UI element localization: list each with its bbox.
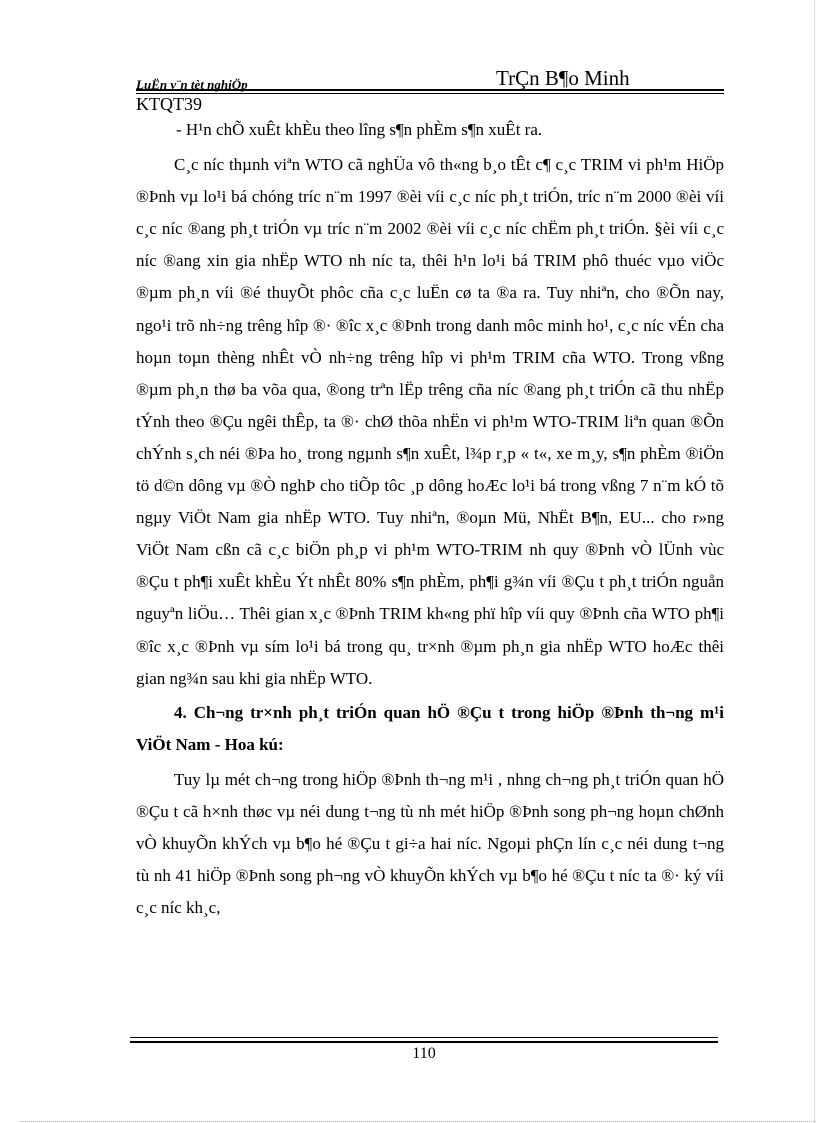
page-number: 110 <box>412 1045 436 1062</box>
paragraph-trim-obligations: C¸c níc thµnh viªn WTO cã nghÜa vô th«ng b¸o tÊt c¶ c¸c TRIM vi ph¹m HiÖp ®Þnh vµ lo¹i bá chóng tríc n¨m 1997 ®èi víi c¸c níc ph¸t triÓn, tríc n¨m 2000 ®èi víi c¸c níc ®ang ph¸t triÓn vµ tríc n¨m 2002 ®èi víi c¸c níc chËm ph¸t triÓn. §èi víi c¸c níc ®ang xin gia nhËp WTO nh níc ta, thêi h¹n lo¹i bá TRIM phô thuéc vµo viÖc ®µm ph¸n víi ®é thuyÕt phôc cña c¸c luËn cø ta ®a ra. Tuy nhiªn, cho ®Õn nay, ngo¹i trõ nh÷ng trêng hîp ®· ®îc x¸c ®Þnh trong danh môc minh ho¹, c¸c níc vÉn cha hoµn toµn thèng nhÊt vÒ nh÷ng trêng hîp vi ph¹m TRIM cña WTO. Trong vßng ®µm ph¸n thø ba võa qua, ®ong trªn lËp trêng cña níc ®ang ph¸t triÓn cã thu nhËp tÝnh theo ®Çu ngêi thÊp, ta ®· chØ thõa nhËn vi ph¹m WTO-TRIM liªn quan ®Õn chÝnh s¸ch néi ®Þa ho¸ trong ngµnh s¶n xuÊt, l¾p r¸p « t«, xe m¸y, s¶n phÈm ®iÖn tö d©n dông vµ ®Ò nghÞ cho tiÕp tôc ¸p dông hoÆc lo¹i bá trong vßng 7 n¨m kÓ tõ ngµy ViÖt Nam gia nhËp WTO. Tuy nhiªn, ®oµn Mü, NhËt B¶n, EU... cho r»ng ViÖt Nam cßn cã c¸c biÖn ph¸p vi ph¹m WTO-TRIM nh quy ®Þnh vÒ lÜnh vùc ®Çu t ph¶i xuÊt khÈu Ýt nhÊt 80% s¶n phÈm, ph¶i g¾n víi ®Çu t ph¸t triÓn nguån nguyªn liÖu… Thêi gian x¸c ®Þnh TRIM kh«ng phï hîp víi quy ®Þnh cña WTO ph¶i ®îc x¸c ®Þnh vµ sím lo¹i bá trong qu¸ tr×nh ®µm ph¸n gia nhËp WTO hoÆc thêi gian ng¾n sau khi gia nhËp WTO. <box>136 155 724 688</box>
section-heading: 4. Ch¬ng tr×nh ph¸t triÓn quan hÖ ®Çu t trong hiÖp ®Þnh th¬ng m¹i ViÖt Nam - Hoa kú: <box>136 702 724 754</box>
footer-rule-thin <box>130 1037 718 1038</box>
header-class-code: KTQT39 <box>136 94 202 114</box>
body-text <box>136 114 724 924</box>
footer-rule <box>130 1041 718 1043</box>
header-rule <box>136 89 724 91</box>
page-edge-bottom <box>20 1121 816 1122</box>
header-thesis-label: LuËn v¨n tèt nghiÖp <box>136 77 248 92</box>
header-rule-thin <box>136 93 724 94</box>
header-author-name: TrÇn B¶o Minh <box>496 66 630 90</box>
paragraph-investment-chapter: Tuy lµ mét ch¬ng trong hiÖp ®Þnh th¬ng m¹i , nhng ch¬ng ph¸t triÓn quan hÖ ®Çu t cã h×nh thøc vµ néi dung t¬ng tù nh mét hiÖp ®Þnh song ph¬ng hoµn chØnh vÒ khuyÕn khÝch vµ b¶o hé ®Çu t gi÷a hai níc. Ngoµi phÇn lín c¸c néi dung t¬ng tù nh 41 hiÖp ®Þnh song ph¬ng vÒ khuyÕn khÝch vµ b¶o hé ®Çu t níc ta ®· ký víi c¸c níc kh¸c, <box>136 769 724 918</box>
bullet-item: - H¹n chÕ xuÊt khÈu theo lîng s¶n phÈm s¶n xuÊt ra. <box>176 120 543 139</box>
page-edge-right <box>814 0 815 1123</box>
